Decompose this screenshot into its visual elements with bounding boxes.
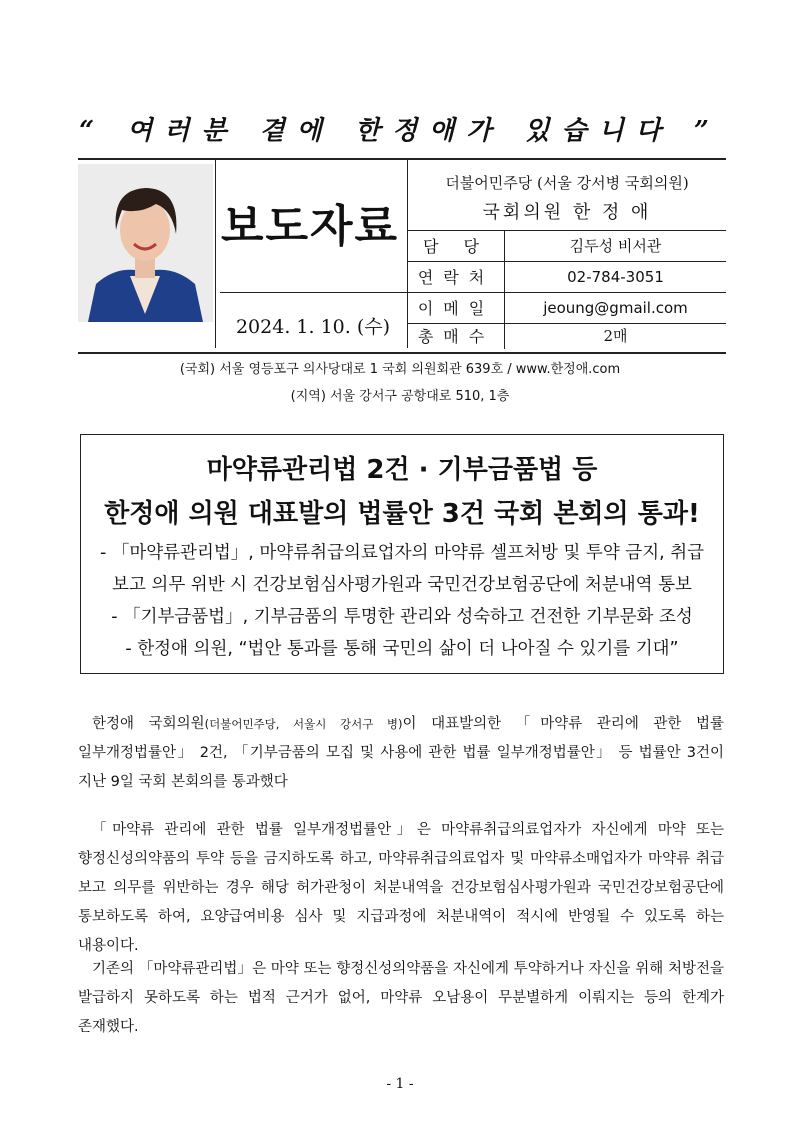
headline-line-2: 한정애 의원 대표발의 법률안 3건 국회 본회의 통과!: [104, 499, 700, 529]
portrait-image: [78, 164, 213, 322]
p1-text-b: 이 대표발의한 「마약류 관리에 관한 법률 일부개정법률안」 2건, 「기부금품의 모집 및 사용에 관한 법률 일부개정법률안」 등 법률안 3건이 지난 9일 국회 본회의를 통과했다: [78, 716, 724, 790]
email-row: [408, 292, 726, 324]
phone-value: 02-784-3051: [567, 268, 664, 286]
party-affiliation: 더불어민주당 (서울 강서병 국회의원): [445, 174, 689, 192]
subhead-bullet-1-cont: 보고 의무 위반 시 건강보험심사평가원과 국민건강보험공단에 처분내역 통보: [112, 575, 692, 595]
body-paragraph-2: 「마약류 관리에 관한 법률 일부개정법률안」은 마약류취급의료업자가 자신에게 마약 또는 향정신성의약품의 투약 등을 금지하도록 하고, 마약류취급의료업자 및 마약류소매업자가 마약류 취급 보고 의무를 위반하는 경우 해당 허가관청이 처분내역을 건강보험심사평가원과 국민건강보험공단에 통보하도록 하여, 요양급여비용 심사 및 지급과정에 처분내역이 적시에 반영될 수 있도록 하는 내용이다.: [78, 822, 724, 954]
headline-line-1: 마약류관리법 2건 · 기부금품법 등: [206, 455, 598, 485]
contact-value: 김두성 비서관: [569, 237, 662, 255]
doc-type-title: 보도자료: [220, 201, 399, 252]
press-header: [78, 158, 726, 354]
local-address: (지역) 서울 강서구 공항대로 510, 1층: [290, 389, 510, 404]
contact-key: 담 당: [408, 231, 505, 262]
p1-affiliation: (더불어민주당, 서울시 강서구 병): [204, 717, 403, 731]
pages-row: [408, 323, 726, 349]
email-value[interactable]: jeoung@gmail.com: [543, 299, 688, 317]
email-key: 이메일: [408, 293, 505, 324]
p1-text-a: 한정애 국회의원: [92, 716, 205, 732]
page-number: - 1 -: [386, 1076, 414, 1092]
phone-row: [408, 261, 726, 293]
subhead-bullet-1: - 「마약류관리법」, 마약류취급의료업자의 마약류 셀프처방 및 투약 금지, 취급: [99, 543, 705, 563]
body-paragraph-3: 기존의 「마약류관리법」은 마약 또는 향정신성의약품을 자신에게 투약하거나 자신을 위해 처방전을 발급하지 못하도록 하는 법적 근거가 없어, 마약류 오남용이 무분별하게 이뤄지는 등의 한계가 존재했다.: [78, 961, 724, 1035]
phone-key: 연락처: [408, 262, 505, 293]
pages-key: 총매수: [408, 324, 505, 349]
member-photo: [78, 164, 213, 322]
subhead-bullet-2: - 「기부금품법」, 기부금품의 투명한 관리와 성숙하고 건전한 기부문화 조성: [111, 607, 693, 627]
member-name: 국회의원 한 정 애: [482, 202, 652, 223]
release-date: 2024. 1. 10. (수): [235, 316, 391, 338]
assembly-address: (국회) 서울 영등포구 의사당대로 1 국회 의원회관 639호 / www.한정애.com: [179, 362, 621, 377]
slogan: “ 여러분 곁에 한정애가 있습니다 ”: [79, 116, 721, 146]
subhead-bullet-3: - 한정애 의원, “법안 통과를 통해 국민의 삶이 더 나아질 수 있기를 기대”: [125, 639, 679, 659]
contact-row: [408, 230, 726, 262]
pages-value: 2매: [603, 327, 628, 345]
headline-box: [80, 434, 724, 674]
body-paragraph-1: [78, 710, 724, 797]
